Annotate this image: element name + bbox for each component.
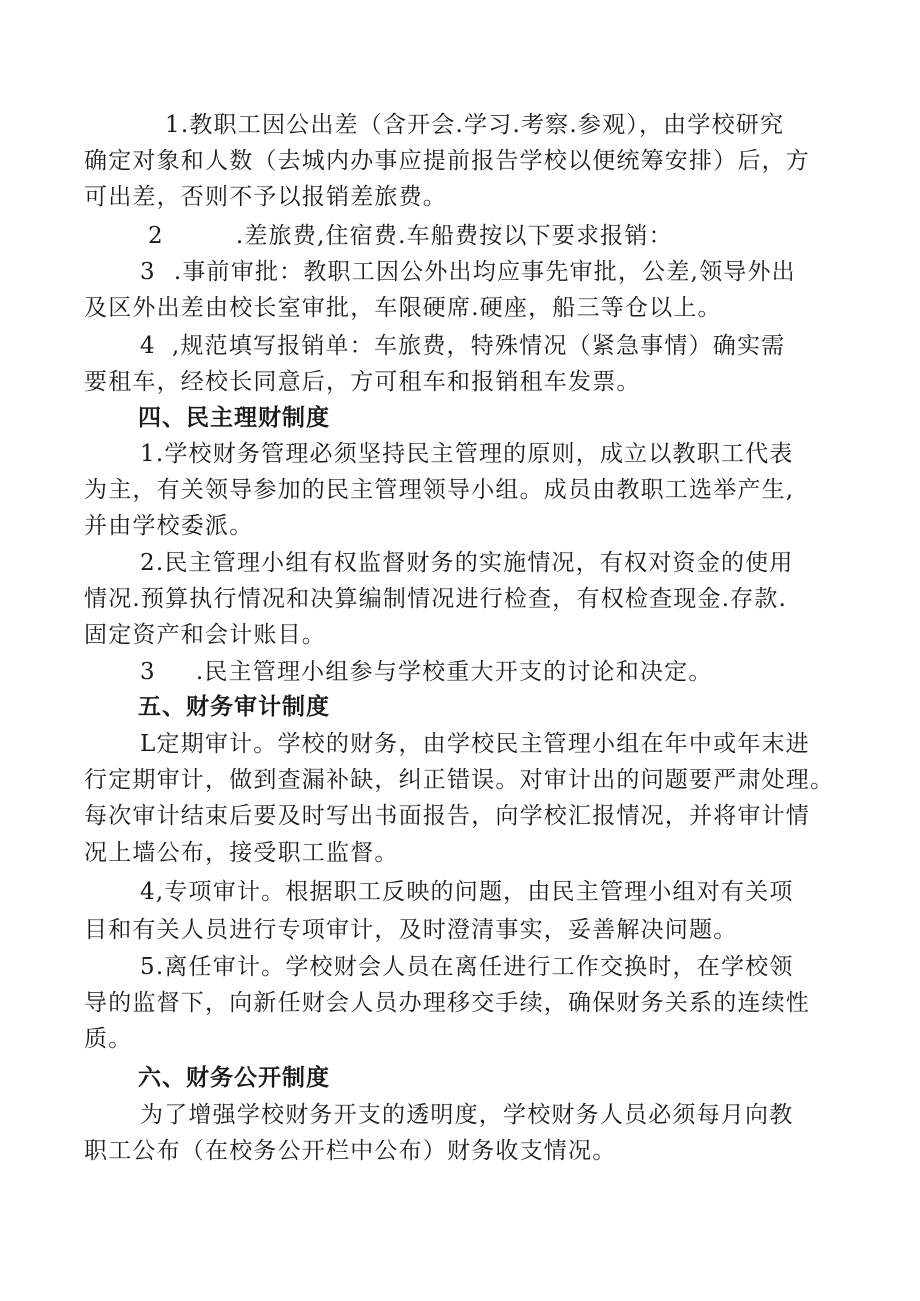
text-line: 及区外出差由校长室审批，车限硬席.硬座，船三等仓以上。 [84,295,722,321]
paragraph-line [84,1024,132,1054]
text-line: 1.学校财务管理必须坚持民主管理的原则，成立以教职工代表 [140,441,794,467]
text-line: 行定期审计，做到查漏补缺，纠正错误。对审计出的问题要严肃处理。 [84,767,835,793]
text-line: 2.民主管理小组有权监督财务的实施情况，有权对资金的使用 [140,550,794,576]
text-line: .民主管理小组参与学校重大开支的讨论和决定。 [195,659,713,685]
item-number: 3 [140,659,156,685]
paragraph-line [140,877,794,907]
paragraph-line [165,110,784,140]
text-line: ,规范填写报销单：车旅费，特殊情况（紧急事情）确实需 [171,333,786,359]
paragraph-line [84,988,810,1018]
text-line: 情况.预算执行情况和决算编制情况进行检查，有权检查现金.存款. [84,586,788,612]
text-line: 为主，有关领导参加的民主管理领导小组。成员由教职工选举产生, [84,477,795,503]
paragraph-line [84,838,399,868]
text-line: 每次审计结束后要及时写出书面报告，向学校汇报情况，并将审计情 [84,803,810,829]
text-line: 职工公布（在校务公开栏中公布）财务收支情况。 [84,1138,617,1164]
text-line: 导的监督下，向新任财会人员办理移交手续，确保财务关系的连续性 [84,990,810,1016]
paragraph-line [140,657,713,687]
heading-text: 五、财务审计制度 [138,694,330,720]
paragraph-line [140,331,785,361]
heading-text: 六、财务公开制度 [138,1065,330,1091]
heading-text: 四、民主理财制度 [138,405,330,431]
item-number: 2 [148,223,164,249]
paragraph-line [140,952,794,982]
text-line: 质。 [84,1026,133,1052]
item-number: 4 [140,333,156,359]
paragraph-line [84,146,810,176]
paragraph-line [84,475,794,505]
paragraph-line [140,729,810,759]
section-heading [138,1063,330,1093]
paragraph-line [148,221,673,251]
text-line: 5.离任审计。学校财会人员在离任进行工作交换时，在学校领 [140,954,794,980]
paragraph-line [84,1136,616,1166]
text-line: 要租车，经校长同意后，方可租车和报销租车发票。 [84,369,641,395]
paragraph-line [84,915,737,945]
text-line: 4,专项审计。根据职工反映的问题，由民主管理小组对有关项 [140,879,794,905]
paragraph-line [140,257,796,287]
text-line: 目和有关人员进行专项审计，及时澄清事实，妥善解决问题。 [84,917,738,943]
paragraph-line [84,620,326,650]
text-line: .差旅费,住宿费.车船费按以下要求报销： [235,223,673,249]
paragraph-line [84,367,641,397]
item-number: 3 [140,259,156,285]
text-line: 并由学校委派。 [84,513,254,539]
text-line: 可出差，否则不予以报销差旅费。 [84,184,447,210]
paragraph-line [140,1100,793,1130]
paragraph-line [84,584,787,614]
text-line: 固定资产和会计账目。 [84,622,326,648]
section-heading [138,403,330,433]
paragraph-line [84,293,722,323]
text-line: 况上墙公布，接受职工监督。 [84,840,399,866]
paragraph-line [140,439,794,469]
text-line: L定期审计。学校的财务，由学校民主管理小组在年中或年末进 [140,731,810,757]
paragraph-line [140,548,794,578]
text-line: 为了增强学校财务开支的透明度，学校财务人员必须每月向教 [140,1102,794,1128]
section-heading [138,692,330,722]
paragraph-line [84,801,810,831]
text-line: 1.教职工因公出差（含开会.学习.考察.参观），由学校研究 [165,112,785,138]
paragraph-line [84,511,253,541]
paragraph-line [84,765,834,795]
text-line: 确定对象和人数（去城内办事应提前报告学校以便统筹安排）后，方 [84,148,810,174]
text-line: .事前审批：教职工因公外出均应事先审批，公差,领导外出 [173,259,796,285]
paragraph-line [84,182,447,212]
